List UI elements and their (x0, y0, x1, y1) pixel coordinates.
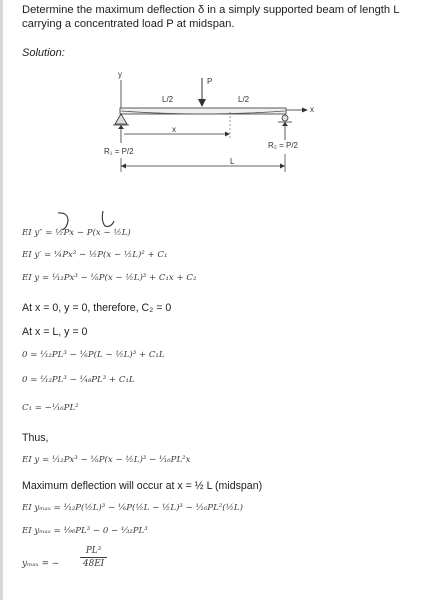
equation-c1: C₁ = −¹⁄₁₆PL² (22, 403, 79, 413)
span-label: L (230, 157, 235, 166)
equation-deflection: EI y = ¹⁄₁₂Px³ − ⅙P(x − ½L)³ + C₁x + C₂ (22, 273, 197, 283)
result-fraction-bar (80, 557, 107, 558)
hook-mark-right (102, 211, 114, 226)
result-fraction (80, 546, 107, 569)
boundary-condition-1: At x = 0, y = 0, therefore, C₂ = 0 (22, 302, 172, 314)
left-reaction-arrow (118, 125, 124, 129)
r1-label: R₁ = P/2 (104, 147, 134, 156)
equation-ymax-substitution: EI yₘₐₓ = ¹⁄₁₂P(½L)³ − ⅙P(½L − ½L)³ − ¹⁄₁₆PL²(½L) (22, 503, 243, 513)
result-numerator: PL³ (85, 546, 102, 556)
beam (120, 108, 286, 114)
right-reaction-arrow (282, 122, 288, 126)
result-denominator: 48EI (83, 559, 105, 569)
right-half-label: L/2 (238, 95, 250, 104)
load-label: P (207, 77, 213, 86)
equation-bc-substitution: 0 = ¹⁄₁₂PL³ − ⅙P(L − ½L)³ + C₁L (22, 350, 165, 360)
x-axis-label: x (310, 105, 314, 114)
boundary-condition-2: At x = L, y = 0 (22, 326, 88, 338)
page-edge-shadow (0, 0, 3, 600)
equation-slope: EI y′ = ¼Px² − ½P(x − ½L)² + C₁ (22, 250, 168, 260)
left-half-label: L/2 (162, 95, 174, 104)
r2-label: R₂ = P/2 (268, 141, 299, 150)
equation-final-deflection: EI y = ¹⁄₁₂Px³ − ⅙P(x − ½L)³ − ¹⁄₁₆PL²x (22, 455, 191, 465)
thus-label: Thus, (22, 432, 49, 444)
solution-label: Solution: (22, 47, 65, 59)
span-arrow-right (280, 164, 285, 169)
x-dimension-label: x (172, 125, 176, 134)
load-arrow-head (198, 99, 206, 107)
equation-bc-simplified: 0 = ¹⁄₁₂PL³ − ¹⁄₄₈PL³ + C₁L (22, 375, 135, 385)
equation-moment: EI y″ = ½Px − P(x − ½L) (22, 228, 131, 238)
span-arrow-left (121, 164, 126, 169)
result-lhs: yₘₐₓ = − (22, 559, 60, 569)
right-roller (282, 115, 288, 121)
equation-ymax-simplified: EI yₘₐₓ = ¹⁄₉₆PL³ − 0 − ¹⁄₃₂PL³ (22, 526, 148, 536)
left-pin-support (115, 114, 127, 124)
beam-diagram (100, 68, 340, 176)
problem-statement: Determine the maximum deflection δ in a simply supported beam of length L carrying a concentrated load P at midspan. (22, 4, 400, 30)
x-dimension-arrow (225, 132, 230, 137)
x-axis-arrow (302, 108, 308, 113)
max-deflection-statement: Maximum deflection will occur at x = ½ L (midspan) (22, 480, 263, 492)
y-axis-label: y (118, 70, 122, 79)
